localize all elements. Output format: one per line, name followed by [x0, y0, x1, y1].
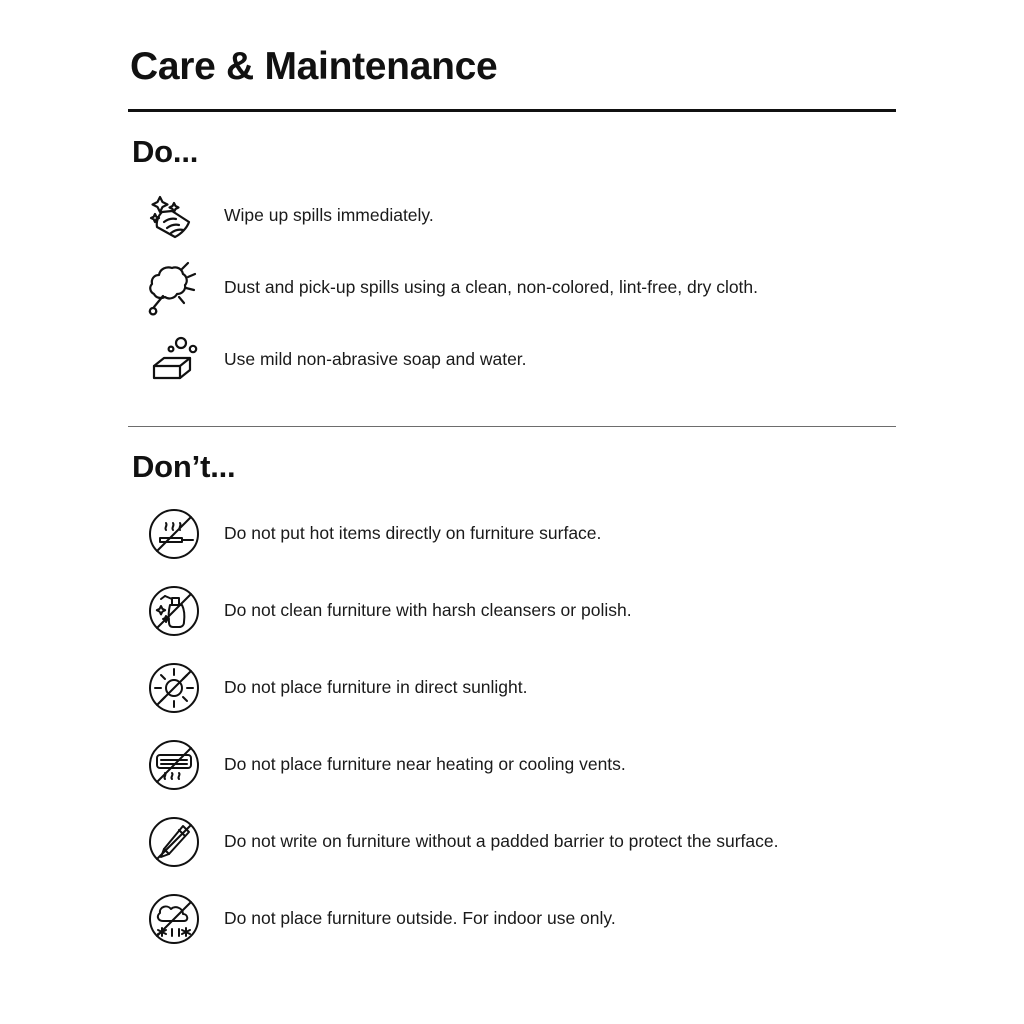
list-item — [128, 803, 904, 880]
section-dont — [128, 427, 904, 957]
section-dont-heading: Don’t... — [132, 449, 236, 485]
no-spray-cleanser-icon — [128, 575, 220, 647]
list-item — [128, 572, 904, 649]
section-do-heading: Do... — [132, 133, 199, 169]
no-writing-pen-icon — [128, 806, 220, 878]
list-item-text: Wipe up spills immediately. — [224, 204, 434, 225]
feather-duster-icon — [128, 252, 220, 324]
list-item-text: Do not write on furniture without a padded barrier to protect the surface. — [224, 830, 779, 851]
section-do — [128, 112, 904, 396]
wiping-cloth-sparkle-icon — [128, 180, 220, 252]
soap-bar-bubbles-icon — [128, 324, 220, 396]
list-item-text: Do not put hot items directly on furniture surface. — [224, 522, 602, 543]
list-item-text: Dust and pick-up spills using a clean, non-colored, lint-free, dry cloth. — [224, 276, 759, 297]
do-list — [128, 180, 904, 396]
no-heating-cooling-vent-icon — [128, 729, 220, 801]
section-spacer — [128, 396, 904, 426]
page-title: Care & Maintenance — [130, 45, 498, 88]
list-item-text: Do not place furniture near heating or cooling vents. — [224, 753, 626, 774]
list-item — [128, 252, 904, 324]
list-item — [128, 649, 904, 726]
no-hot-pan-icon — [128, 498, 220, 570]
no-direct-sunlight-icon — [128, 652, 220, 724]
list-item — [128, 324, 904, 396]
list-item-text: Use mild non-abrasive soap and water. — [224, 348, 527, 369]
list-item-text: Do not place furniture outside. For indoor use only. — [224, 907, 616, 928]
list-item — [128, 880, 904, 957]
no-outdoor-weather-icon — [128, 883, 220, 955]
list-item — [128, 726, 904, 803]
list-item — [128, 180, 904, 252]
list-item-text: Do not place furniture in direct sunlight. — [224, 676, 528, 697]
dont-list — [128, 495, 904, 957]
list-item-text: Do not clean furniture with harsh cleansers or polish. — [224, 599, 632, 620]
list-item — [128, 495, 904, 572]
